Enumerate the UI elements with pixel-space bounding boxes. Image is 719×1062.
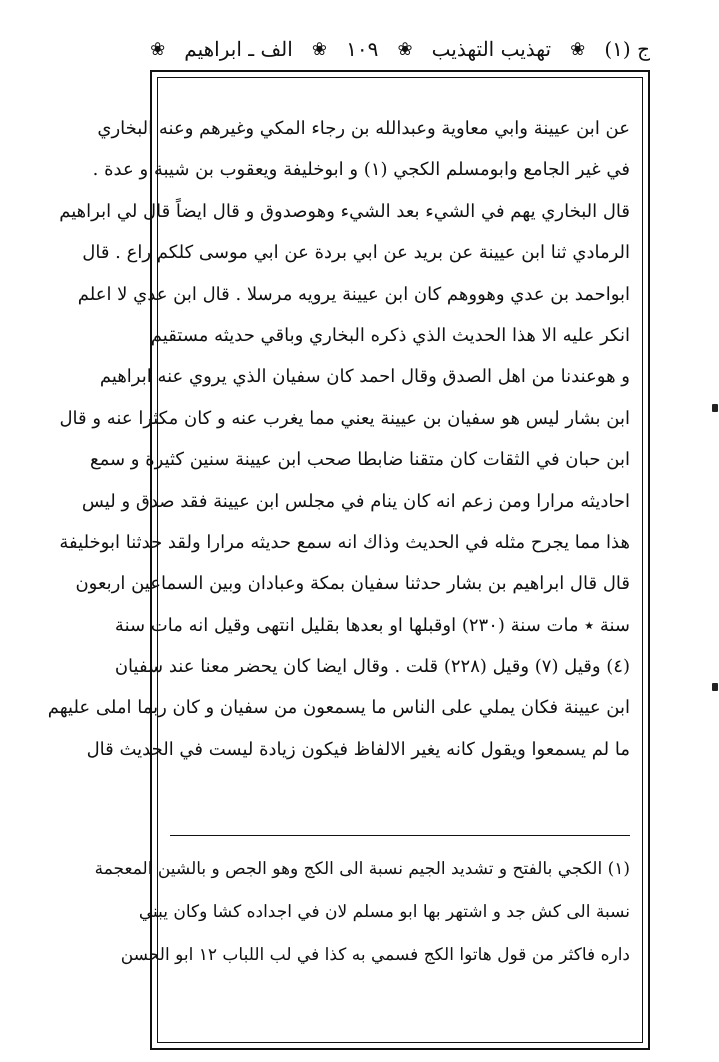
footnote-line: داره فاكثر من قول هاتوا الكج فسمي به كذا في لب اللباب ١٢ ابو الحسن <box>120 945 630 965</box>
footnote-line: نسبة الى كش جد و اشتهر بها ابو مسلم لان في اجداده كشا وكان يبني <box>138 902 630 922</box>
text-line: ما لم يسمعوا ويقول كانه يغير الالفاظ فيكون زيادة ليست في الحديث قال <box>86 738 630 760</box>
text-line: ابن عيينة فكان يملي على الناس ما يسمعون من سفيان و كان ربما املى عليهم <box>47 697 630 719</box>
section-title: الف ـ ابراهيم <box>184 37 293 61</box>
page-frame <box>47 70 650 1050</box>
text-line: انكر عليه الا هذا الحديث الذي ذكره البخاري وباقي حديثه مستقيم <box>150 324 630 346</box>
text-line: ابن حبان في الثقات كان متقنا ضابطا صحب ابن عيينة سنين كثيرة و سمع <box>90 449 630 471</box>
scan-mark <box>712 404 718 412</box>
text-line: الرمادي ثنا ابن عيينة عن بريد عن ابي بردة عن ابي موسى كلكم راع . قال <box>82 242 630 264</box>
text-line: عن ابن عيينة وابي معاوية وعبدالله بن رجاء المكي وغيرهم وعنه البخاري <box>97 118 630 139</box>
footnote-line: (١) الكجي بالفتح و تشديد الجيم نسبة الى الكج وهو الجص و بالشين المعجمة <box>94 859 630 879</box>
text-line: احاديثه مرارا ومن زعم انه كان ينام في مجلس ابن عيينة فقد صدق و ليس <box>81 490 630 512</box>
text-line: قال البخاري يهم في الشيء بعد الشيء وهوصدوق و قال ايضاً قال لي ابراهيم <box>59 200 630 222</box>
ornament-icon: ❀ <box>570 38 586 60</box>
text-line: سنة ٭ مات سنة (٢٣٠) اوقبلها او بعدها بقليل انتهى وقيل انه مات سنة <box>114 614 630 636</box>
main-text <box>47 108 630 770</box>
text-line: (٤) وقيل (٧) وقيل (٢٢٨) قلت . وقال ايضا كان يحضر معنا عند سفيان <box>114 656 630 678</box>
ornament-icon: ❀ <box>397 38 413 60</box>
inner-border <box>47 77 643 1043</box>
footnote-divider <box>170 835 630 836</box>
text-line: ابواحمد بن عدي وهووهم كان ابن عيينة يرويه مرسلا . قال ابن عدي لا اعلم <box>77 283 630 305</box>
volume-label: ج (١) <box>604 37 650 61</box>
ornament-icon: ❀ <box>150 38 166 60</box>
book-title: تهذيب التهذيب <box>431 37 552 61</box>
scan-mark <box>712 683 718 691</box>
text-line: في غير الجامع وابومسلم الكجي (١) و ابوخليفة ويعقوب بن شيبة و عدة . <box>92 159 630 181</box>
page-number: ١٠٩ <box>346 37 379 61</box>
page-header <box>150 32 650 66</box>
ornament-icon: ❀ <box>311 38 328 60</box>
text-line: ابن بشار ليس هو سفيان بن عيينة يعني مما يغرب عنه و كان مكثرا عنه و قال <box>59 407 630 429</box>
footnotes <box>94 848 630 977</box>
text-line: و هوعندنا من اهل الصدق وقال احمد كان سفيان الذي يروي عنه ابراهيم <box>99 366 630 388</box>
text-line: هذا مما يجرح مثله في الحديث وذاك انه سمع حديثه مرارا ولقد حدثنا ابوخليفة <box>59 531 630 553</box>
text-line: قال قال ابراهيم بن بشار حدثنا سفيان بمكة وعبادان وبين السماعين اربعون <box>75 573 630 595</box>
